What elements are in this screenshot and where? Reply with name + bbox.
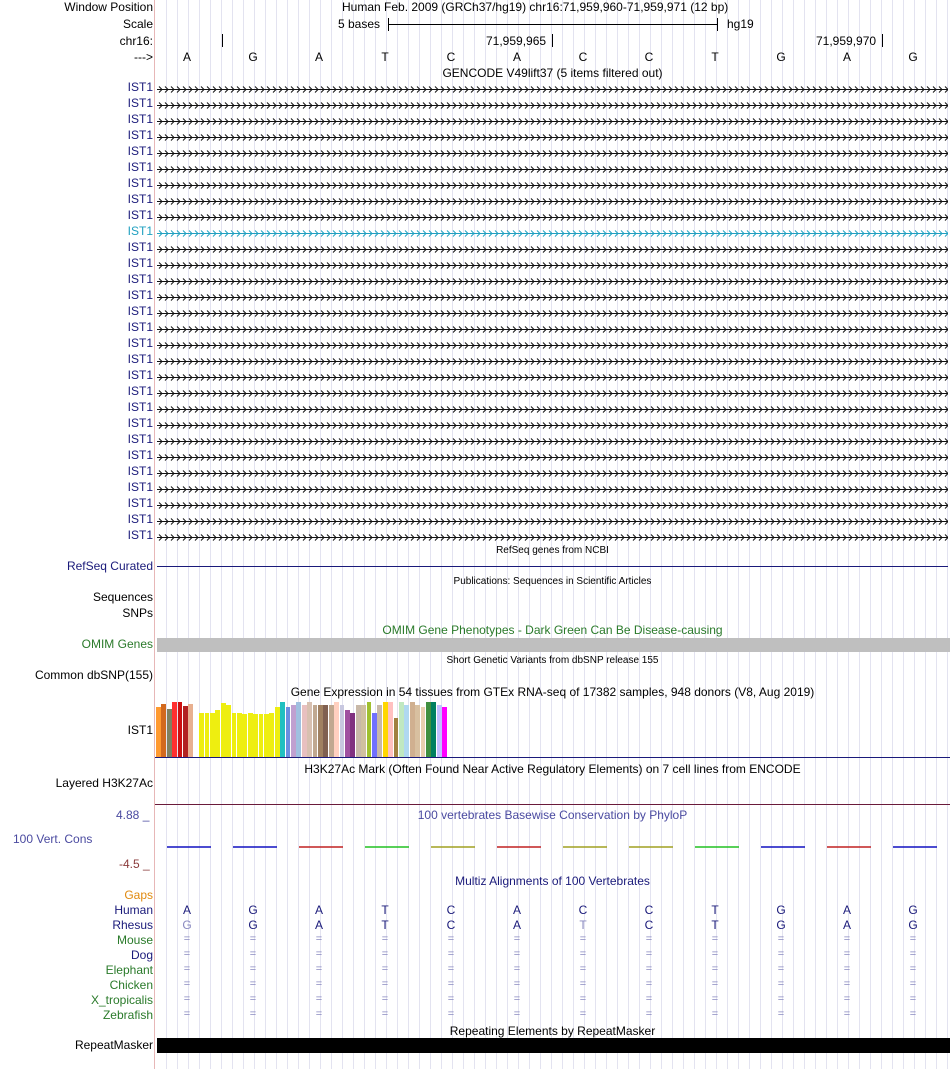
chrom-tick-3	[882, 34, 883, 47]
gtex-tissue-bar[interactable]	[415, 705, 420, 757]
sequence-base: G	[908, 50, 918, 64]
gtex-tissue-bar[interactable]	[350, 713, 355, 757]
multiz-base: C	[644, 918, 654, 932]
multiz-species-label[interactable]: X_tropicalis	[90, 993, 153, 1007]
pos-label-1: 71,959,965	[486, 34, 547, 48]
omim-gene-bar[interactable]	[157, 638, 950, 652]
gencode-gene-label[interactable]: IST1	[127, 160, 153, 174]
gtex-tissue-bar[interactable]	[307, 702, 312, 757]
scale-db: hg19	[727, 17, 754, 31]
gencode-transcript[interactable]	[157, 531, 948, 545]
omim-label[interactable]: OMIM Genes	[81, 637, 153, 651]
multiz-base: G	[776, 903, 786, 917]
multiz-base: A	[314, 903, 323, 917]
gencode-transcript[interactable]	[157, 403, 948, 417]
multiz-base: C	[446, 903, 456, 917]
multiz-base: =	[183, 948, 191, 960]
multiz-base: =	[711, 978, 719, 990]
multiz-base: G	[908, 903, 918, 917]
gtex-tissue-bar[interactable]	[431, 702, 436, 757]
gencode-gene-label[interactable]: IST1	[127, 496, 153, 510]
multiz-base: =	[843, 948, 851, 960]
multiz-base: =	[381, 978, 389, 990]
gencode-gene-label[interactable]: IST1	[127, 80, 153, 94]
multiz-base: =	[711, 993, 719, 1005]
multiz-base: =	[249, 1008, 257, 1020]
gtex-tissue-bar[interactable]	[183, 706, 188, 757]
gencode-gene-label[interactable]: IST1	[127, 96, 153, 110]
multiz-base: T	[579, 918, 587, 932]
gtex-tissue-bar[interactable]	[410, 702, 415, 757]
scale-bar	[388, 24, 718, 25]
multiz-base: =	[711, 1008, 719, 1020]
multiz-base: =	[579, 978, 587, 990]
multiz-base: =	[843, 933, 851, 945]
gencode-transcript[interactable]	[157, 371, 948, 385]
multiz-base: =	[315, 963, 323, 975]
gencode-gene-label[interactable]: IST1	[127, 416, 153, 430]
multiz-base: =	[315, 933, 323, 945]
gtex-tissue-bar[interactable]	[248, 713, 253, 757]
multiz-title[interactable]: Multiz Alignments of 100 Vertebrates	[455, 874, 650, 888]
multiz-base: =	[909, 978, 917, 990]
multiz-base: =	[579, 948, 587, 960]
scale-bar-right-tick	[717, 18, 718, 31]
repeatmasker-bar[interactable]	[157, 1038, 950, 1053]
phylop-label[interactable]: 100 Vert. Cons	[13, 832, 93, 846]
gtex-tissue-bar[interactable]	[232, 713, 237, 757]
gtex-tissue-bar[interactable]	[156, 707, 161, 757]
phylop-score-mark[interactable]	[893, 846, 937, 848]
gencode-transcript[interactable]	[157, 131, 948, 145]
multiz-base: =	[381, 948, 389, 960]
omim-title[interactable]: OMIM Gene Phenotypes - Dark Green Can Be Disease-causing	[382, 623, 723, 637]
gtex-tissue-bar[interactable]	[296, 702, 301, 757]
gtex-title[interactable]: Gene Expression in 54 tissues from GTEx RNA-seq of 17382 samples, 948 donors (V8, Aug 2019)	[290, 685, 815, 699]
gencode-transcript[interactable]	[157, 291, 948, 305]
sequence-base: T	[711, 50, 719, 64]
phylop-score-mark[interactable]	[761, 846, 805, 848]
phylop-min: -4.5 _	[119, 857, 150, 871]
multiz-base: =	[183, 978, 191, 990]
multiz-base: =	[183, 1008, 191, 1020]
multiz-base: =	[513, 978, 521, 990]
dbsnp-label[interactable]: Common dbSNP(155)	[34, 668, 153, 682]
gencode-transcript[interactable]	[157, 323, 948, 337]
multiz-base: =	[645, 1008, 653, 1020]
gencode-gene-label[interactable]: IST1	[127, 272, 153, 286]
sequence-base: A	[512, 50, 521, 64]
sequence-base: A	[842, 50, 851, 64]
gencode-transcript[interactable]	[157, 499, 948, 513]
gtex-tissue-bar[interactable]	[361, 705, 366, 757]
phylop-score-mark[interactable]	[299, 846, 343, 848]
chrom-label: chr16:	[119, 34, 153, 48]
gencode-transcript[interactable]	[157, 467, 948, 481]
gencode-transcript[interactable]	[157, 147, 948, 161]
phylop-score-mark[interactable]	[233, 846, 277, 848]
gencode-gene-label[interactable]: IST1	[127, 320, 153, 334]
sequence-base: A	[182, 50, 191, 64]
chrom-tick-2	[552, 34, 553, 47]
refseq-title[interactable]: RefSeq genes from NCBI	[496, 545, 609, 556]
multiz-base: =	[381, 933, 389, 945]
gencode-gene-label[interactable]: IST1	[127, 208, 153, 222]
gencode-gene-label[interactable]: IST1	[127, 224, 153, 238]
multiz-base: T	[381, 903, 389, 917]
gencode-transcript[interactable]	[157, 387, 948, 401]
multiz-base: =	[711, 933, 719, 945]
multiz-base: G	[908, 918, 918, 932]
multiz-base: =	[843, 963, 851, 975]
gtex-tissue-bar[interactable]	[291, 705, 296, 757]
phylop-title[interactable]: 100 vertebrates Basewise Conservation by PhyloP	[417, 808, 688, 822]
gtex-tissue-bar[interactable]	[275, 707, 280, 757]
multiz-base: =	[645, 978, 653, 990]
gencode-transcript[interactable]	[157, 211, 948, 225]
multiz-base: =	[315, 993, 323, 1005]
gencode-transcript[interactable]	[157, 115, 948, 129]
multiz-base: =	[843, 978, 851, 990]
gtex-baseline	[155, 757, 950, 758]
multiz-base: =	[777, 948, 785, 960]
window-position-label: Window Position	[64, 0, 153, 14]
phylop-score-mark[interactable]	[563, 846, 607, 848]
gencode-transcript[interactable]	[157, 515, 948, 529]
gtex-tissue-bar[interactable]	[404, 705, 409, 757]
sequence-base: G	[248, 50, 258, 64]
gtex-tissue-bar[interactable]	[215, 710, 220, 757]
multiz-species-label[interactable]: Dog	[130, 948, 153, 962]
gencode-gene-label[interactable]: IST1	[127, 112, 153, 126]
multiz-base: G	[248, 903, 258, 917]
sequence-base: G	[776, 50, 786, 64]
multiz-base: A	[314, 918, 323, 932]
window-position-value[interactable]: Human Feb. 2009 (GRCh37/hg19) chr16:71,959,960-71,959,971 (12 bp)	[342, 0, 729, 14]
multiz-base: =	[249, 963, 257, 975]
gencode-gene-label[interactable]: IST1	[127, 256, 153, 270]
multiz-base: =	[645, 933, 653, 945]
gtex-tissue-bar[interactable]	[421, 707, 426, 757]
multiz-base: =	[579, 963, 587, 975]
gtex-tissue-bar[interactable]	[399, 702, 404, 757]
gencode-gene-label[interactable]: IST1	[127, 288, 153, 302]
gencode-gene-label[interactable]: IST1	[127, 480, 153, 494]
multiz-base: =	[909, 963, 917, 975]
gtex-tissue-bar[interactable]	[323, 705, 328, 757]
gencode-gene-label[interactable]: IST1	[127, 336, 153, 350]
gencode-transcript[interactable]	[157, 83, 948, 97]
gencode-transcript[interactable]	[157, 339, 948, 353]
multiz-base: =	[381, 993, 389, 1005]
gencode-gene-label[interactable]: IST1	[127, 128, 153, 142]
multiz-base: =	[843, 1008, 851, 1020]
multiz-base: T	[711, 903, 719, 917]
multiz-base: =	[381, 963, 389, 975]
multiz-base: =	[909, 933, 917, 945]
gtex-tissue-bar[interactable]	[167, 709, 172, 757]
multiz-base: =	[579, 993, 587, 1005]
multiz-base: A	[842, 918, 851, 932]
label-divider	[154, 0, 155, 1069]
multiz-base: =	[183, 993, 191, 1005]
gencode-gene-label[interactable]: IST1	[127, 176, 153, 190]
gtex-tissue-bar[interactable]	[367, 702, 372, 757]
publications-label[interactable]: Sequences	[92, 590, 153, 604]
multiz-base: =	[711, 948, 719, 960]
h3k27ac-title[interactable]: H3K27Ac Mark (Often Found Near Active Regulatory Elements) on 7 cell lines from ENCODE	[304, 762, 801, 776]
dbsnp-title[interactable]: Short Genetic Variants from dbSNP release 155	[446, 655, 659, 666]
multiz-species-label[interactable]: Chicken	[109, 978, 153, 992]
multiz-species-label[interactable]: Rhesus	[112, 918, 153, 932]
gencode-transcript[interactable]	[157, 227, 948, 241]
gtex-tissue-bar[interactable]	[340, 705, 345, 757]
gtex-tissue-bar[interactable]	[210, 713, 215, 757]
multiz-species-label[interactable]: Human	[114, 903, 153, 917]
multiz-base: =	[183, 933, 191, 945]
gtex-tissue-bar[interactable]	[226, 705, 231, 757]
gencode-gene-label[interactable]: IST1	[127, 400, 153, 414]
gtex-label[interactable]: IST1	[127, 723, 153, 737]
multiz-base: =	[513, 948, 521, 960]
gtex-tissue-bar[interactable]	[286, 707, 291, 757]
multiz-base: A	[842, 903, 851, 917]
multiz-base: =	[579, 1008, 587, 1020]
multiz-base: =	[447, 948, 455, 960]
gencode-transcript[interactable]	[157, 179, 948, 193]
phylop-score-mark[interactable]	[629, 846, 673, 848]
sequence-base: A	[314, 50, 323, 64]
multiz-base: =	[447, 1008, 455, 1020]
gtex-tissue-bar[interactable]	[199, 713, 204, 757]
gtex-tissue-bar[interactable]	[388, 702, 393, 757]
gencode-transcript[interactable]	[157, 259, 948, 273]
strand-label[interactable]: --->	[134, 50, 153, 64]
gtex-tissue-bar[interactable]	[437, 705, 442, 757]
multiz-base: =	[777, 1008, 785, 1020]
gencode-gene-label[interactable]: IST1	[127, 528, 153, 542]
gtex-tissue-bar[interactable]	[345, 710, 350, 757]
snps-label[interactable]: SNPs	[122, 606, 153, 620]
gencode-gene-label[interactable]: IST1	[127, 448, 153, 462]
gencode-transcript[interactable]	[157, 419, 948, 433]
multiz-base: G	[182, 918, 192, 932]
multiz-base: C	[446, 918, 456, 932]
multiz-base: =	[315, 948, 323, 960]
chrom-tick-1	[222, 34, 223, 47]
multiz-base: =	[513, 1008, 521, 1020]
gencode-transcript[interactable]	[157, 195, 948, 209]
multiz-base: =	[513, 993, 521, 1005]
multiz-base: =	[645, 948, 653, 960]
h3k27ac-baseline	[155, 804, 950, 805]
multiz-base: C	[644, 903, 654, 917]
gencode-gene-label[interactable]: IST1	[127, 192, 153, 206]
multiz-base: =	[645, 963, 653, 975]
multiz-base: =	[249, 978, 257, 990]
gencode-transcript[interactable]	[157, 483, 948, 497]
scale-label: Scale	[122, 17, 153, 31]
gtex-tissue-bar[interactable]	[329, 705, 334, 757]
multiz-base: =	[249, 948, 257, 960]
multiz-base: =	[579, 933, 587, 945]
gencode-gene-label[interactable]: IST1	[127, 384, 153, 398]
gencode-transcript[interactable]	[157, 307, 948, 321]
repeatmasker-label[interactable]: RepeatMasker	[74, 1038, 153, 1052]
multiz-base: =	[447, 993, 455, 1005]
gtex-tissue-bar[interactable]	[253, 714, 258, 757]
gencode-gene-label[interactable]: IST1	[127, 368, 153, 382]
gtex-tissue-bar[interactable]	[313, 705, 318, 757]
gencode-transcript[interactable]	[157, 163, 948, 177]
gtex-tissue-bar[interactable]	[372, 713, 377, 757]
multiz-base: =	[777, 963, 785, 975]
sequence-base: T	[381, 50, 389, 64]
gtex-tissue-bar[interactable]	[383, 702, 388, 757]
multiz-base: A	[512, 903, 521, 917]
gtex-tissue-bar[interactable]	[280, 702, 285, 757]
gtex-tissue-bar[interactable]	[442, 707, 447, 757]
gencode-gene-label[interactable]: IST1	[127, 352, 153, 366]
gtex-tissue-bar[interactable]	[302, 705, 307, 757]
multiz-base: =	[777, 933, 785, 945]
gencode-transcript[interactable]	[157, 435, 948, 449]
multiz-base: G	[248, 918, 258, 932]
multiz-base: =	[315, 978, 323, 990]
multiz-base: =	[183, 963, 191, 975]
phylop-score-mark[interactable]	[365, 846, 409, 848]
multiz-base: C	[578, 903, 588, 917]
gtex-tissue-bar[interactable]	[318, 705, 323, 757]
gtex-tissue-bar[interactable]	[356, 705, 361, 757]
multiz-base: =	[645, 993, 653, 1005]
repeatmasker-title[interactable]: Repeating Elements by RepeatMasker	[449, 1024, 656, 1038]
phylop-max: 4.88 _	[116, 808, 150, 822]
gencode-gene-label[interactable]: IST1	[127, 304, 153, 318]
gaps-label[interactable]: Gaps	[124, 888, 153, 902]
gencode-gene-label[interactable]: IST1	[127, 432, 153, 446]
scale-text: 5 bases	[338, 17, 381, 31]
gencode-gene-label[interactable]: IST1	[127, 512, 153, 526]
multiz-base: =	[909, 1008, 917, 1020]
gtex-tissue-bar[interactable]	[205, 713, 210, 757]
multiz-base: G	[776, 918, 786, 932]
sequence-base: C	[644, 50, 654, 64]
gtex-tissue-bar[interactable]	[377, 705, 382, 757]
multiz-base: =	[777, 993, 785, 1005]
gtex-tissue-bar[interactable]	[161, 704, 166, 757]
multiz-base: =	[513, 963, 521, 975]
publications-title[interactable]: Publications: Sequences in Scientific Articles	[453, 576, 652, 587]
gencode-transcript[interactable]	[157, 355, 948, 369]
multiz-base: T	[381, 918, 389, 932]
multiz-base: =	[909, 948, 917, 960]
gtex-tissue-bar[interactable]	[426, 702, 431, 757]
gtex-tissue-bar[interactable]	[242, 714, 247, 757]
gtex-tissue-bar[interactable]	[269, 713, 274, 757]
phylop-score-mark[interactable]	[497, 846, 541, 848]
multiz-species-label[interactable]: Mouse	[116, 933, 153, 947]
gencode-transcript[interactable]	[157, 99, 948, 113]
multiz-base: T	[711, 918, 719, 932]
phylop-score-mark[interactable]	[167, 846, 211, 848]
gencode-transcript[interactable]	[157, 243, 948, 257]
gencode-title[interactable]: GENCODE V49lift37 (5 items filtered out)	[442, 66, 663, 80]
multiz-base: =	[381, 1008, 389, 1020]
multiz-base: =	[447, 963, 455, 975]
multiz-base: =	[249, 993, 257, 1005]
gtex-tissue-bar[interactable]	[264, 714, 269, 757]
gtex-tissue-bar[interactable]	[188, 704, 193, 757]
sequence-base: C	[578, 50, 588, 64]
gtex-tissue-bar[interactable]	[259, 714, 264, 757]
gencode-transcript[interactable]	[157, 275, 948, 289]
multiz-base: =	[777, 978, 785, 990]
multiz-base: A	[512, 918, 521, 932]
phylop-score-mark[interactable]	[695, 846, 739, 848]
gtex-tissue-bar[interactable]	[394, 718, 399, 757]
multiz-base: =	[447, 933, 455, 945]
gencode-gene-label[interactable]: IST1	[127, 240, 153, 254]
gencode-gene-label[interactable]: IST1	[127, 144, 153, 158]
refseq-label[interactable]: RefSeq Curated	[66, 559, 153, 573]
multiz-species-label[interactable]: Elephant	[105, 963, 153, 977]
multiz-base: =	[315, 1008, 323, 1020]
gtex-tissue-bar[interactable]	[178, 702, 183, 757]
multiz-base: =	[909, 993, 917, 1005]
gtex-tissue-bar[interactable]	[237, 713, 242, 757]
multiz-base: =	[249, 933, 257, 945]
pos-label-2: 71,959,970	[816, 34, 877, 48]
multiz-base: A	[182, 903, 191, 917]
phylop-score-mark[interactable]	[431, 846, 475, 848]
gtex-tissue-bar[interactable]	[334, 702, 339, 757]
refseq-gene-line[interactable]	[157, 566, 948, 567]
gencode-transcript[interactable]	[157, 451, 948, 465]
gencode-gene-label[interactable]: IST1	[127, 464, 153, 478]
multiz-species-label[interactable]: Zebrafish	[102, 1008, 153, 1022]
scale-bar-left-tick	[388, 18, 389, 31]
gtex-tissue-bar[interactable]	[221, 703, 226, 757]
multiz-base: =	[513, 933, 521, 945]
phylop-score-mark[interactable]	[827, 846, 871, 848]
multiz-base: =	[711, 963, 719, 975]
gtex-tissue-bar[interactable]	[172, 702, 177, 757]
multiz-base: =	[447, 978, 455, 990]
h3k27ac-label[interactable]: Layered H3K27Ac	[55, 776, 153, 790]
multiz-base: =	[843, 993, 851, 1005]
sequence-base: C	[446, 50, 456, 64]
